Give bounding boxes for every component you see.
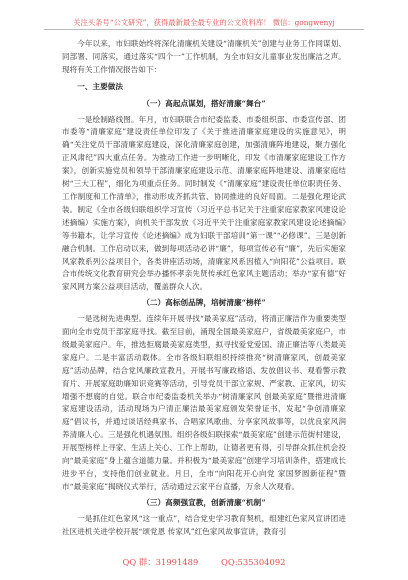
- subheading-2: （二）高标创品牌，培树清廉“榜样”: [142, 298, 266, 308]
- section-heading: 一、主要做法: [77, 81, 124, 91]
- footer: [0, 556, 408, 568]
- subheading-3: （三）高频强宣教，创新清廉“机制”: [142, 497, 266, 507]
- document-body: [62, 38, 346, 539]
- paragraph-2: 一是选树先进典型。连续年开展寻找“最美家庭”活动，将清正廉洁作为重要类型面向全市党员干部家庭寻找。截至目前，涌现全国最美家庭户，省级最美家庭户，市级最美家庭户。年，推选拒腐最美家庭类型，拟寻找爱党爱国、清正廉洁等八类最美家庭户。二是丰富活动载体。全市各级妇联组织持续推亮“树清廉家风，创最美家庭”活动品牌，结合党风廉政宣教月，开展书写廉政格语、发放倡议书、观看警示教育片、开展家庭助廉知识竞赛等活动，引导党员干部立家规、严家教、正家风，切实增强不想腐的自觉。联合市纪委监委机关举办“树清廉家风 创最美家庭”暨推进清廉家庭建设活动，活动现场为户清正廉洁最美家庭颁发荣誉证书，发起“争创清廉家庭”倡议书，并通过谈话经典家书、合唱家风歌曲、分享家风故事等，以优良家风润养清廉人心。三是强化机遇氛围。组织各级妇联探索“最美家庭”创建示范街村建设，开展型榜样上寻家、生活上关心、工作上帮助，让德者更有得，引导群众抓住机会投向“最美家庭”身上蕴含道德力量。并积极为“最美家庭”创建学习培训条件，搭建成长进步平台，支持他们创业就业。月日，全市“向阳花开心向党 家国梦圆新征程”暨市“最美家庭”揭晓仪式举行，活动通过云家平台直播，万余人次观看。: [62, 314, 346, 491]
- subheading-1: （一）高起点谋划，搭好清廉“舞台”: [142, 98, 266, 108]
- footer-qq-group[interactable]: QQ 群：31991489: [122, 557, 199, 567]
- paragraph-3: 一是抓住红色家风“这一重点”，结合党史学习教育契机，组建红色家风宣讲团进社区进机关进学校开展“颂党恩 传家风”红色家风故事宣讲，教育引: [62, 513, 346, 536]
- header-divider: [44, 29, 364, 30]
- intro-paragraph: 今年以来，市妇联始终将深化清廉机关建设“清廉机关”创建与业务工作同谋划、同部署、同落实，通过落实“四个一”工作机制，为全市妇女儿童事业发出廉洁之声。现将有关工作情况报告如下：: [62, 39, 346, 74]
- paragraph-1: 一是绘制路线图。年月，市妇联联合市纪委监委、市委组织部、市委宣传部、团市委等“清廉家庭”建设责任单位印发了《关于推进清廉家庭建设的实施意见》，明确“关注党员干部清廉家庭建设，深化清廉家庭创建，加强清廉阵地建设，聚力强化正风肃纪”四大重点任务。为推动工作进一步明晰化，印发《市清廉家庭建设工作方案》，创新实施党员和领导干部清廉家庭建设示范、清廉家庭阵地建设、清廉家庭结树“三大工程”，细化为项重点任务。同时制发《“清廉家庭”建设责任单位职责任务、工作制度和工作清单》，推动形成齐抓共管、协同推进的良好局面。二是强化理论武装。制定《全市各级妇联组织学习宣传（习近平总书记关于注重家庭家教家风建设论述摘编）实施方案》，向机关干部发放《习近平关于注重家庭家教家风建设论述摘编》等书籍本，让学习宣传《论述摘编》成为妇联干部培训“第一课”“必修课”。三是创新融合机制。工作启动以来，做到每项活动必讲“廉”，每项宣传必有“廉”，先后实施家风家教系列公益项目个，各类讲座活动场，清廉家风系因植入“向阳花”公益项目。联合市传统文化教育研究会举办播怀孝亲先贤传承红色家风主题活动；举办“家有德”好家风网方案公益项目活动，覆盖群众人次。: [62, 114, 346, 292]
- top-banner[interactable]: 关注头条号“公文研究”，获得最新最全最专业的公文资料库！ 微信：gongwenyj: [73, 18, 335, 27]
- footer-qq[interactable]: QQ:535304092: [220, 557, 286, 567]
